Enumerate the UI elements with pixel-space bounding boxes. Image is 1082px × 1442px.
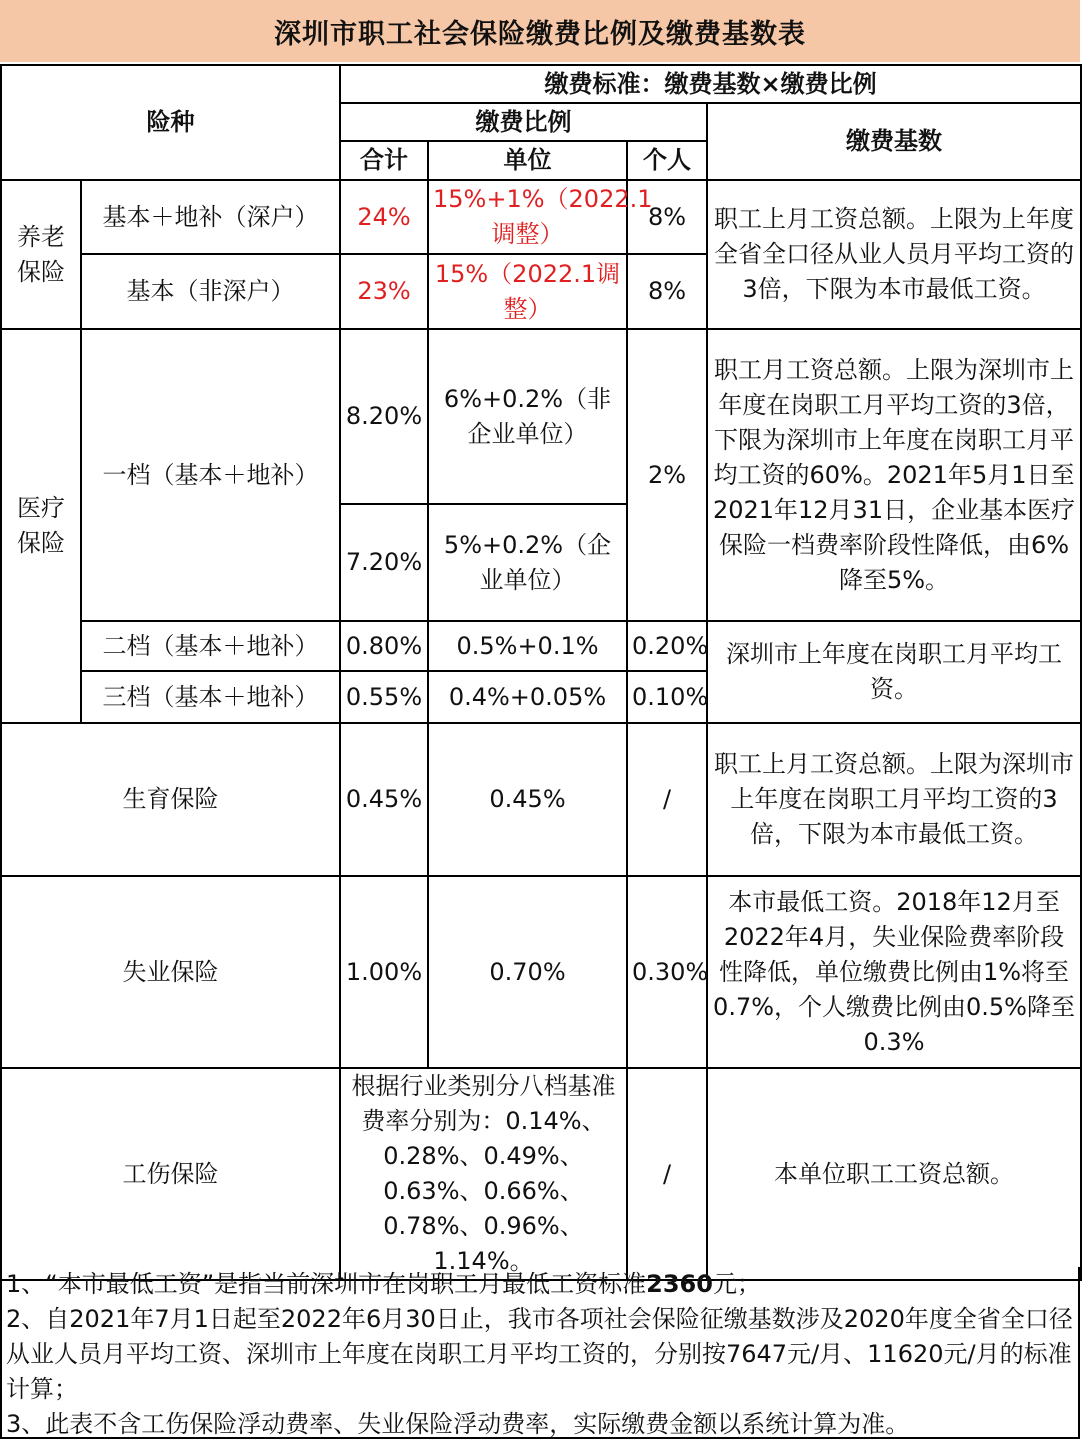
medical-tier2-unit: 0.5%+0.1% bbox=[428, 621, 627, 671]
unemployment-name: 失业保险 bbox=[1, 876, 340, 1068]
pension-row1-unit: 15%+1%（2022.1调整） bbox=[428, 180, 627, 254]
medical-tier3-unit: 0.4%+0.05% bbox=[428, 671, 627, 723]
unemployment-unit: 0.70% bbox=[428, 876, 627, 1068]
pension-row1-total: 24% bbox=[340, 180, 428, 254]
pension-row2-unit: 15%（2022.1调整） bbox=[428, 254, 627, 329]
pension-row1-label: 基本＋地补（深户） bbox=[81, 180, 340, 254]
note-1 bbox=[6, 1267, 1074, 1302]
pension-name: 养老保险 bbox=[1, 180, 81, 329]
injury-ratio: 根据行业类别分八档基准费率分别为：0.14%、0.28%、0.49%、0.63%、0.66%、0.78%、0.96%、1.14%。 bbox=[340, 1068, 627, 1280]
maternity-base: 职工上月工资总额。上限为深圳市上年度在岗职工月平均工资的3倍，下限为本市最低工资。 bbox=[707, 723, 1081, 876]
maternity-total: 0.45% bbox=[340, 723, 428, 876]
medical-tier1-a-total: 8.20% bbox=[340, 329, 428, 504]
medical-tier2-total: 0.80% bbox=[340, 621, 428, 671]
medical-tier3-total: 0.55% bbox=[340, 671, 428, 723]
header-ratio: 缴费比例 bbox=[340, 103, 707, 141]
pension-base: 职工上月工资总额。上限为上年度全省全口径从业人员月平均工资的3倍，下限为本市最低工资。 bbox=[707, 180, 1081, 329]
medical-tier1-b-total: 7.20% bbox=[340, 504, 428, 621]
min-wage-value: 2360 bbox=[646, 1270, 713, 1298]
header-standard: 缴费标准：缴费基数×缴费比例 bbox=[340, 65, 1081, 103]
maternity-name: 生育保险 bbox=[1, 723, 340, 876]
medical-name: 医疗保险 bbox=[1, 329, 81, 723]
header-insurance-type: 险种 bbox=[1, 65, 340, 180]
medical-tier23-base: 深圳市上年度在岗职工月平均工资。 bbox=[707, 621, 1081, 723]
table-row bbox=[1, 180, 1081, 254]
injury-base: 本单位职工工资总额。 bbox=[707, 1068, 1081, 1280]
medical-tier1-personal: 2% bbox=[627, 329, 707, 621]
medical-tier1-base: 职工月工资总额。上限为深圳市上年度在岗职工月平均工资的3倍，下限为深圳市上年度在岗职工月平均工资的60%。2021年5月1日至2021年12月31日，企业基本医疗保险一档费率阶段性降低，由6%降至5%。 bbox=[707, 329, 1081, 621]
injury-personal: / bbox=[627, 1068, 707, 1280]
pension-row1-personal: 8% bbox=[627, 180, 707, 254]
medical-tier1-label: 一档（基本＋地补） bbox=[81, 329, 340, 621]
medical-tier1-b-unit: 5%+0.2%（企业单位） bbox=[428, 504, 627, 621]
medical-tier1-a-unit: 6%+0.2%（非企业单位） bbox=[428, 329, 627, 504]
medical-tier3-label: 三档（基本＋地补） bbox=[81, 671, 340, 723]
unemployment-base: 本市最低工资。2018年12月至2022年4月，失业保险费率阶段性降低，单位缴费比例由1%将至0.7%，个人缴费比例由0.5%降至0.3% bbox=[707, 876, 1081, 1068]
pension-row2-personal: 8% bbox=[627, 254, 707, 329]
table-row bbox=[1, 621, 1081, 671]
insurance-table bbox=[0, 64, 1082, 1281]
pension-row2-total: 23% bbox=[340, 254, 428, 329]
note-3: 3、此表不含工伤保险浮动费率、失业保险浮动费率，实际缴费金额以系统计算为准。 bbox=[6, 1410, 910, 1438]
notes bbox=[0, 1267, 1080, 1439]
note-2: 2、自2021年7月1日起至2022年6月30日止，我市各项社会保险征缴基数涉及2020年度全省全口径从业人员月平均工资、深圳市上年度在岗职工月平均工资的，分别按7647元/月、11620元/月的标准计算； bbox=[6, 1305, 1073, 1403]
header-unit: 单位 bbox=[428, 141, 627, 180]
table-row bbox=[1, 876, 1081, 1068]
header-base: 缴费基数 bbox=[707, 103, 1081, 180]
note-1-text: 1、“本市最低工资”是指当前深圳市在岗职工月最低工资标准 bbox=[6, 1270, 647, 1298]
unemployment-total: 1.00% bbox=[340, 876, 428, 1068]
table-row bbox=[1, 1068, 1081, 1280]
header-total: 合计 bbox=[340, 141, 428, 180]
maternity-unit: 0.45% bbox=[428, 723, 627, 876]
header-personal: 个人 bbox=[627, 141, 707, 180]
medical-tier3-personal: 0.10% bbox=[627, 671, 707, 723]
medical-tier2-label: 二档（基本＋地补） bbox=[81, 621, 340, 671]
injury-name: 工伤保险 bbox=[1, 1068, 340, 1280]
table-row bbox=[1, 723, 1081, 876]
maternity-personal: / bbox=[627, 723, 707, 876]
note-1-suffix: 元； bbox=[712, 1270, 761, 1298]
page-title: 深圳市职工社会保险缴费比例及缴费基数表 bbox=[0, 0, 1080, 62]
unemployment-personal: 0.30% bbox=[627, 876, 707, 1068]
medical-tier2-personal: 0.20% bbox=[627, 621, 707, 671]
table-row bbox=[1, 329, 1081, 504]
pension-row2-label: 基本（非深户） bbox=[81, 254, 340, 329]
